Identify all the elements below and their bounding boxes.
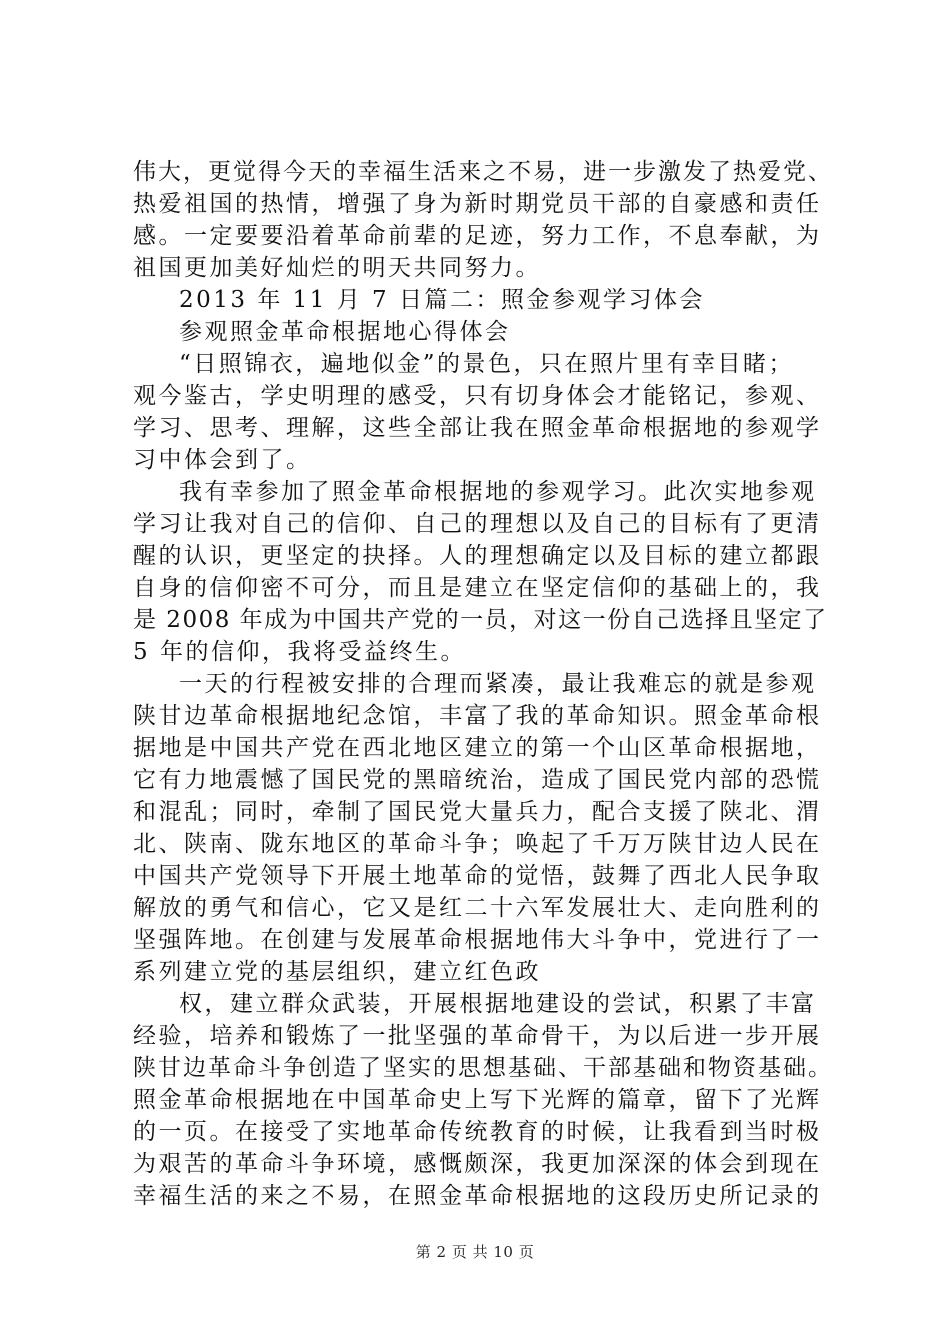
text-line: 伟大，更觉得今天的幸福生活来之不易，进一步激发了热爱党、 bbox=[133, 159, 833, 185]
text-line: 幸福生活的来之不易，在照金革命根据地的这段历史所记录的 bbox=[133, 1183, 822, 1209]
text-line: 醒的认识，更坚定的抉择。人的理想确定以及目标的建立都跟 bbox=[133, 543, 822, 569]
text-line: 坚强阵地。在创建与发展革命根据地伟大斗争中，党进行了一 bbox=[133, 927, 822, 953]
text-line: 的一页。在接受了实地革命传统教育的时候，让我看到当时极 bbox=[133, 1119, 822, 1145]
text-line: 为艰苦的革命斗争环境，感慨颇深，我更加深深的体会到现在 bbox=[133, 1151, 822, 1177]
text-line: 北、陕南、陇东地区的革命斗争；唤起了千万万陕甘边人民在 bbox=[133, 831, 822, 857]
document-body bbox=[133, 156, 833, 1212]
text-line: 2013 年 11 月 7 日篇二：照金参观学习体会 bbox=[179, 287, 705, 313]
text-line: 权，建立群众武装，开展根据地建设的尝试，积累了丰富 bbox=[179, 991, 817, 1017]
text-line: 5 年的信仰，我将受益终生。 bbox=[133, 639, 466, 665]
text-line: 参观照金革命根据地心得体会 bbox=[179, 319, 511, 345]
text-line: 解放的勇气和信心，它又是红二十六军发展壮大、走向胜利的 bbox=[133, 895, 822, 921]
text-line: 习中体会到了。 bbox=[133, 447, 312, 473]
text-line: 观今鉴古，学史明理的感受，只有切身体会才能铭记，参观、 bbox=[133, 383, 822, 409]
page-footer: 第 2 页 共 10 页 bbox=[415, 1243, 535, 1261]
text-line: 经验，培养和锻炼了一批坚强的革命骨干，为以后进一步开展 bbox=[133, 1023, 822, 1049]
text-line: 它有力地震憾了国民党的黑暗统治，造成了国民党内部的恐慌 bbox=[133, 767, 822, 793]
text-line: 照金革命根据地在中国革命史上写下光辉的篇章，留下了光辉 bbox=[133, 1087, 822, 1113]
text-line: 一天的行程被安排的合理而紧凑，最让我难忘的就是参观 bbox=[179, 671, 817, 697]
text-line: “日照锦衣，遍地似金”的景色，只在照片里有幸目睹； bbox=[179, 351, 795, 377]
text-line: 祖国更加美好灿烂的明天共同努力。 bbox=[133, 255, 541, 281]
text-line: 感。一定要要沿着革命前辈的足迹，努力工作，不息奉献，为 bbox=[133, 223, 822, 249]
text-line: 自身的信仰密不可分，而且是建立在坚定信仰的基础上的，我 bbox=[133, 575, 822, 601]
text-line: 和混乱；同时，牵制了国民党大量兵力，配合支援了陕北、渭 bbox=[133, 799, 822, 825]
text-line: 系列建立党的基层组织，建立红色政 bbox=[133, 959, 541, 985]
text-line: 学习、思考、理解，这些全部让我在照金革命根据地的参观学 bbox=[133, 415, 822, 441]
text-line: 我有幸参加了照金革命根据地的参观学习。此次实地参观 bbox=[179, 479, 817, 505]
text-line: 热爱祖国的热情，增强了身为新时期党员干部的自豪感和责任 bbox=[133, 191, 822, 217]
text-line: 陕甘边革命斗争创造了坚实的思想基础、干部基础和物资基础。 bbox=[133, 1055, 833, 1081]
text-line: 是 2008 年成为中国共产党的一员，对这一份自己选择且坚定了 bbox=[133, 607, 828, 633]
text-line: 中国共产党领导下开展土地革命的觉悟，鼓舞了西北人民争取 bbox=[133, 863, 822, 889]
text-line: 据地是中国共产党在西北地区建立的第一个山区革命根据地， bbox=[133, 735, 822, 761]
text-line: 陕甘边革命根据地纪念馆，丰富了我的革命知识。照金革命根 bbox=[133, 703, 822, 729]
text-line: 学习让我对自己的信仰、自己的理想以及自己的目标有了更清 bbox=[133, 511, 822, 537]
